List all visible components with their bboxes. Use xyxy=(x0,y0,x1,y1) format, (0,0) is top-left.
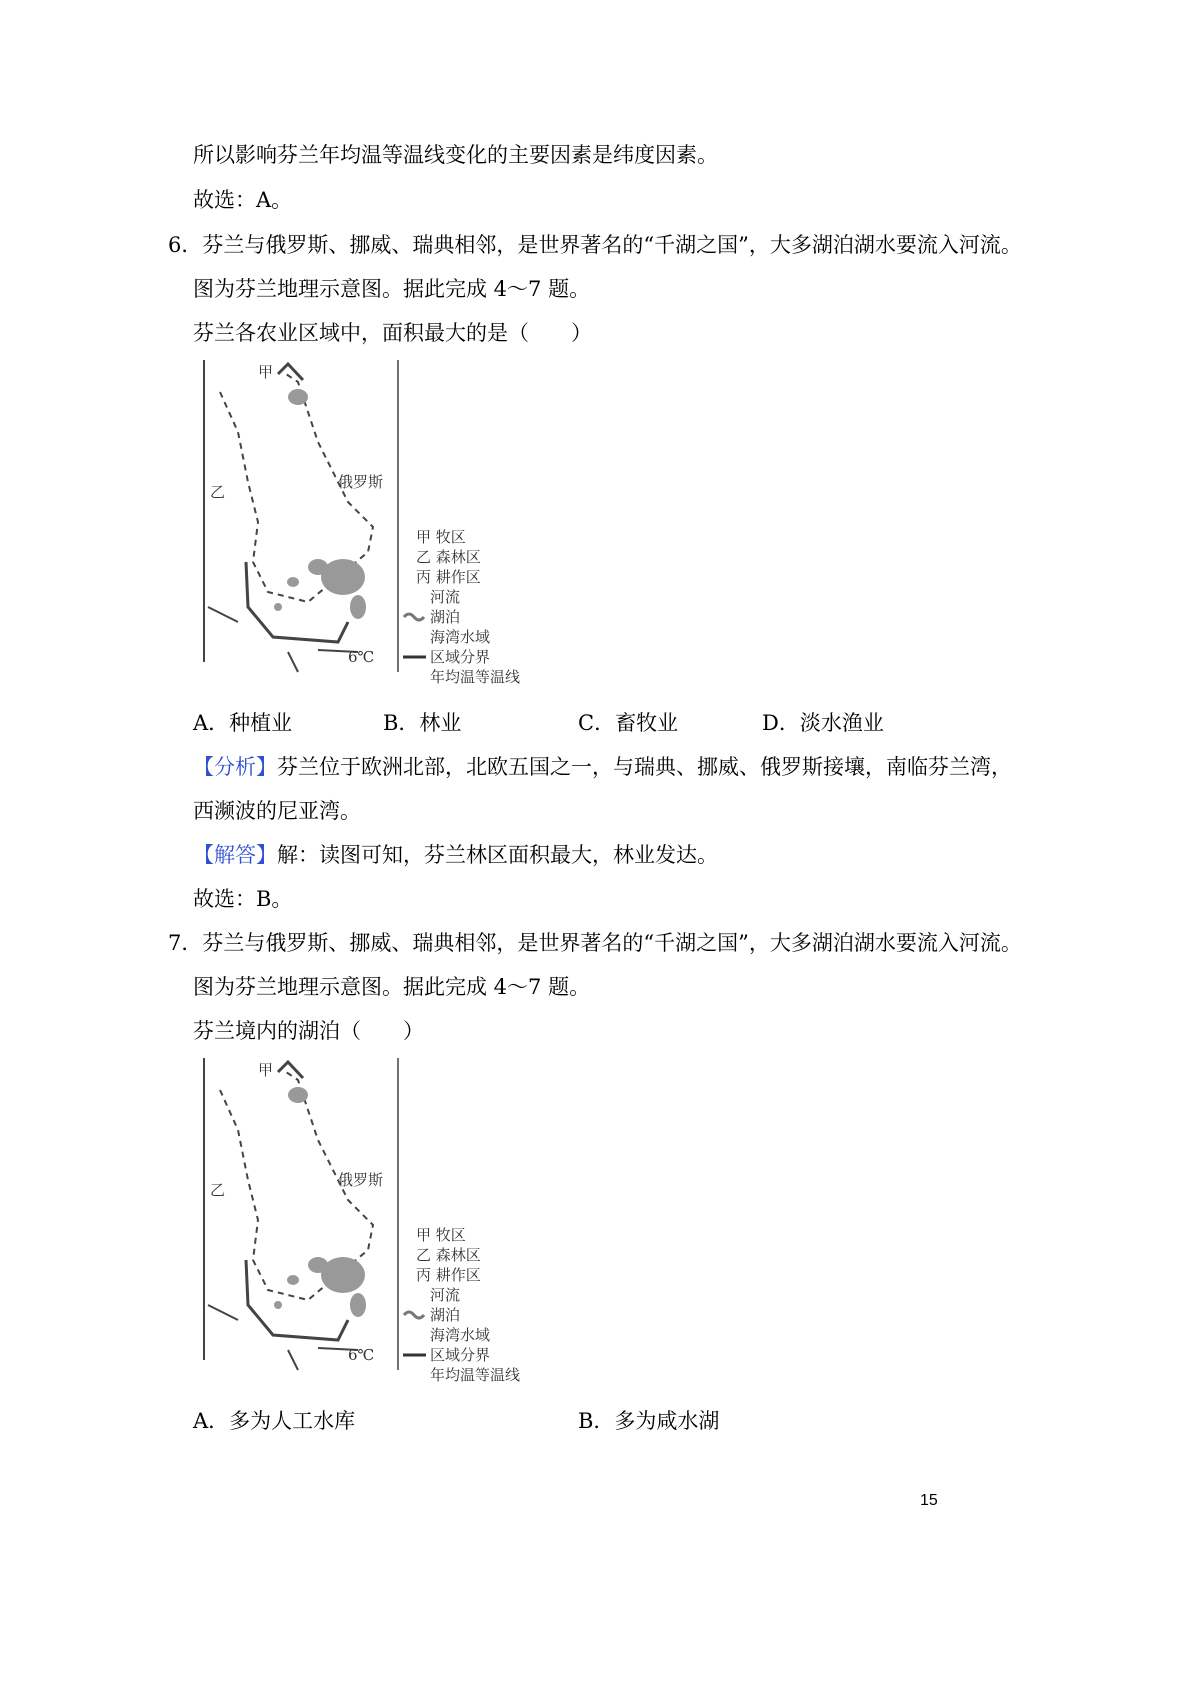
legend-item: 丙 耕作区 xyxy=(416,568,481,586)
map-label-isotherm: 6℃ xyxy=(348,1346,375,1364)
legend-item: 年均温等温线 xyxy=(430,1366,521,1384)
analysis-tag: 【分析】 xyxy=(193,755,277,779)
question-7-prompt: 芬兰境内的湖泊（ ） xyxy=(193,1019,424,1043)
legend-item: 湖泊 xyxy=(430,1306,461,1324)
question-7-stem: 7．芬兰与俄罗斯、挪威、瑞典相邻，是世界著名的“千湖之国”，大多湖泊湖水要流入河流。 xyxy=(168,931,1022,955)
choice-line: 故选：B。 xyxy=(193,887,293,911)
finland-map xyxy=(198,352,578,692)
option-a: A．种植业 xyxy=(193,711,293,735)
map-label-jia: 甲 xyxy=(258,1061,274,1079)
answer-text: 解：读图可知，芬兰林区面积最大，林业发达。 xyxy=(277,843,718,867)
legend-item: 年均温等温线 xyxy=(430,668,521,686)
legend-item: 乙 森林区 xyxy=(416,1246,481,1264)
analysis-line: 西濒波的尼亚湾。 xyxy=(193,799,361,823)
legend-item: 河流 xyxy=(430,588,461,606)
option-d: D．淡水渔业 xyxy=(762,711,884,735)
option-b: B．林业 xyxy=(383,711,462,735)
analysis-text: 芬兰位于欧洲北部，北欧五国之一，与瑞典、挪威、俄罗斯接壤，南临芬兰湾， xyxy=(277,755,1012,779)
legend-item: 丙 耕作区 xyxy=(416,1266,481,1284)
option-b: B．多为咸水湖 xyxy=(578,1409,720,1433)
map-label-isotherm: 6℃ xyxy=(348,648,375,666)
legend-item: 乙 森林区 xyxy=(416,548,481,566)
map-label-jia: 甲 xyxy=(258,363,274,381)
question-6-prompt: 芬兰各农业区域中，面积最大的是（ ） xyxy=(193,321,592,345)
finland-map xyxy=(198,1050,578,1390)
analysis-line xyxy=(193,752,1012,782)
text-line: 所以影响芬兰年均温等温线变化的主要因素是纬度因素。 xyxy=(193,143,718,167)
question-6-stem: 6．芬兰与俄罗斯、挪威、瑞典相邻，是世界著名的“千湖之国”，大多湖泊湖水要流入河流。 xyxy=(168,233,1022,257)
question-7-stem: 图为芬兰地理示意图。据此完成 4～7 题。 xyxy=(193,975,591,999)
option-c: C．畜牧业 xyxy=(578,711,679,735)
map-label-yi: 乙 xyxy=(210,483,226,501)
question-6-stem: 图为芬兰地理示意图。据此完成 4～7 题。 xyxy=(193,277,591,301)
answer-tag: 【解答】 xyxy=(193,843,277,867)
map-legend xyxy=(403,1226,520,1384)
finland-map-figure xyxy=(198,1050,578,1390)
legend-item: 区域分界 xyxy=(430,648,491,666)
legend-item: 区域分界 xyxy=(430,1346,491,1364)
map-label-yi: 乙 xyxy=(210,1181,226,1199)
page-number: 15 xyxy=(920,1492,938,1509)
finland-map-figure xyxy=(198,352,578,692)
legend-item: 湖泊 xyxy=(430,608,461,626)
map-legend xyxy=(403,528,520,686)
legend-item: 甲 牧区 xyxy=(416,1226,466,1244)
legend-item: 海湾水域 xyxy=(430,1326,491,1344)
option-a: A．多为人工水库 xyxy=(193,1409,356,1433)
legend-item: 甲 牧区 xyxy=(416,528,466,546)
answer-line xyxy=(193,840,718,870)
map-label-russia: 俄罗斯 xyxy=(338,1171,384,1189)
legend-item: 海湾水域 xyxy=(430,628,491,646)
text-line: 故选：A。 xyxy=(193,188,293,212)
legend-item: 河流 xyxy=(430,1286,461,1304)
map-label-russia: 俄罗斯 xyxy=(338,473,384,491)
